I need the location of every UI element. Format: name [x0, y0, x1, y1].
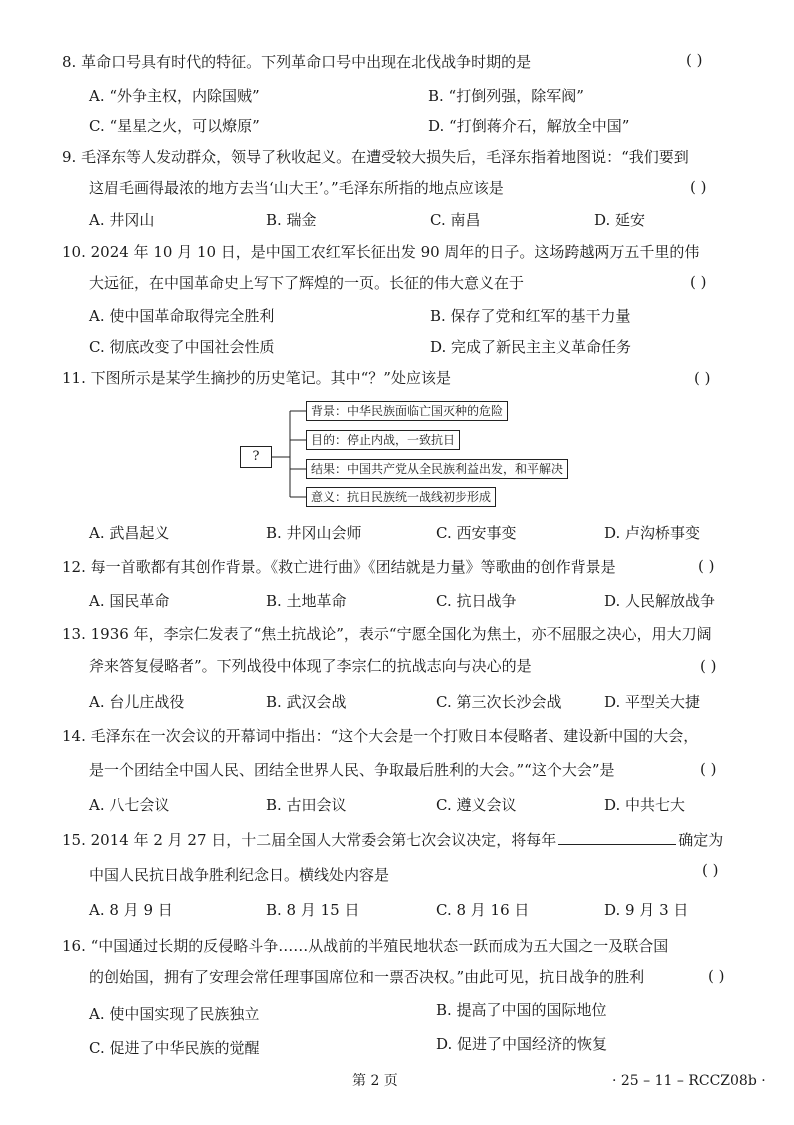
question-15-option-d: D. 9 月 3 日	[604, 901, 689, 919]
question-15-fill-blank[interactable]	[558, 831, 676, 845]
question-10-text-line1: 10. 2024 年 10 月 10 日，是中国工农红军长征出发 90 周年的日子。这场跨越两万五千里的伟	[62, 243, 700, 261]
question-9-option-c: C. 南昌	[430, 211, 481, 229]
question-15-text-after-blank: 确定为	[678, 831, 724, 849]
page-number: 第 2 页	[352, 1073, 398, 1089]
question-11-answer-paren: ( )	[694, 369, 711, 387]
question-10-option-a: A. 使中国革命取得完全胜利	[89, 307, 275, 325]
question-16-option-a: A. 使中国实现了民族独立	[89, 1005, 260, 1023]
history-notes-diagram	[240, 398, 570, 512]
question-15-option-b: B. 8 月 15 日	[266, 901, 360, 919]
question-14-text-line2: 是一个团结全中国人民、团结全世界人民、争取最后胜利的大会。”“这个大会”是	[89, 761, 615, 779]
diagram-significance-box: 意义：抗日民族统一战线初步形成	[306, 487, 496, 507]
question-8-option-b: B. “打倒列强，除军阀”	[428, 87, 584, 105]
question-15-text-line1	[62, 830, 723, 850]
question-14-text-line1: 14. 毛泽东在一次会议的开幕词中指出：“这个大会是一个打败日本侵略者、建设新中国的大会，	[62, 727, 699, 745]
question-11-option-c: C. 西安事变	[436, 524, 517, 542]
question-13-option-c: C. 第三次长沙会战	[436, 693, 562, 711]
question-16-option-b: B. 提高了中国的国际地位	[436, 1001, 607, 1019]
question-8-option-a: A. “外争主权，内除国贼”	[89, 87, 260, 105]
question-10-text-line2: 大远征，在中国革命史上写下了辉煌的一页。长征的伟大意义在于	[89, 274, 525, 292]
question-13-text-line1: 13. 1936 年，李宗仁发表了“焦土抗战论”，表示“宁愿全国化为焦土，亦不屈服之决心，用大刀阔	[62, 625, 712, 643]
question-13-answer-paren: ( )	[700, 657, 717, 675]
question-13-option-d: D. 平型关大捷	[604, 693, 701, 711]
question-14-answer-paren: ( )	[700, 760, 717, 778]
question-12-option-a: A. 国民革命	[89, 592, 170, 610]
diagram-result-box: 结果：中国共产党从全民族利益出发，和平解决	[306, 459, 568, 479]
question-9-option-b: B. 瑞金	[266, 211, 317, 229]
question-8-option-d: D. “打倒蒋介石，解放全中国”	[428, 117, 630, 135]
question-16-text-line1: 16. “中国通过长期的反侵略斗争……从战前的半殖民地状态一跃而成为五大国之一及联合国	[62, 937, 669, 955]
question-9-text-line2: 这眉毛画得最浓的地方去当‘山大王’。”毛泽东所指的地点应该是	[89, 179, 504, 197]
question-14-option-b: B. 古田会议	[266, 796, 347, 814]
question-12-option-d: D. 人民解放战争	[604, 592, 716, 610]
question-10-answer-paren: ( )	[690, 273, 707, 291]
question-9-answer-paren: ( )	[690, 178, 707, 196]
question-10-option-c: C. 彻底改变了中国社会性质	[89, 338, 275, 356]
question-13-option-b: B. 武汉会战	[266, 693, 347, 711]
question-15-text-before-blank: 15. 2014 年 2 月 27 日，十二届全国人大常委会第七次会议决定，将每年	[62, 831, 557, 849]
question-8-option-c: C. “星星之火，可以燎原”	[89, 117, 260, 135]
question-8-text: 8. 革命口号具有时代的特征。下列革命口号中出现在北伐战争时期的是	[62, 53, 532, 71]
question-16-option-d: D. 促进了中国经济的恢复	[436, 1035, 608, 1053]
question-12-option-b: B. 土地革命	[266, 592, 347, 610]
question-10-option-b: B. 保存了党和红军的基干力量	[430, 307, 631, 325]
question-12-option-c: C. 抗日战争	[436, 592, 517, 610]
question-13-option-a: A. 台儿庄战役	[89, 693, 185, 711]
question-13-text-line2: 斧来答复侵略者”。下列战役中体现了李宗仁的抗战志向与决心的是	[89, 657, 532, 675]
question-12-text: 12. 每一首歌都有其创作背景。《救亡进行曲》《团结就是力量》等歌曲的创作背景是	[62, 558, 616, 576]
question-8-answer-paren: ( )	[686, 51, 703, 69]
question-14-option-a: A. 八七会议	[89, 796, 170, 814]
question-15-answer-paren: ( )	[702, 861, 719, 879]
diagram-background-box: 背景：中华民族面临亡国灭种的危险	[306, 401, 508, 421]
diagram-purpose-box: 目的：停止内战，一致抗日	[306, 430, 460, 450]
question-15-option-c: C. 8 月 16 日	[436, 901, 530, 919]
question-12-answer-paren: ( )	[698, 557, 715, 575]
question-16-text-line2: 的创始国，拥有了安理会常任理事国席位和一票否决权。”由此可见，抗日战争的胜利	[89, 968, 645, 986]
question-15-option-a: A. 8 月 9 日	[89, 901, 173, 919]
question-11-option-b: B. 井冈山会师	[266, 524, 362, 542]
question-11-text: 11. 下图所示是某学生摘抄的历史笔记。其中“？”处应该是	[62, 369, 451, 387]
question-16-option-c: C. 促进了中华民族的觉醒	[89, 1039, 260, 1057]
question-9-option-a: A. 井冈山	[89, 211, 155, 229]
question-14-option-d: D. 中共七大	[604, 796, 686, 814]
question-15-text-line2: 中国人民抗日战争胜利纪念日。横线处内容是	[89, 866, 390, 884]
question-10-option-d: D. 完成了新民主主义革命任务	[430, 338, 632, 356]
question-16-answer-paren: ( )	[708, 967, 725, 985]
question-14-option-c: C. 遵义会议	[436, 796, 517, 814]
question-11-option-d: D. 卢沟桥事变	[604, 524, 701, 542]
question-9-option-d: D. 延安	[594, 211, 646, 229]
exam-code: · 25 – 11 – RCCZ08b ·	[612, 1073, 766, 1089]
diagram-unknown-box: ?	[240, 446, 272, 468]
question-9-text-line1: 9. 毛泽东等人发动群众，领导了秋收起义。在遭受较大损失后，毛泽东指着地图说：“我们要到	[62, 148, 689, 166]
question-11-option-a: A. 武昌起义	[89, 524, 170, 542]
